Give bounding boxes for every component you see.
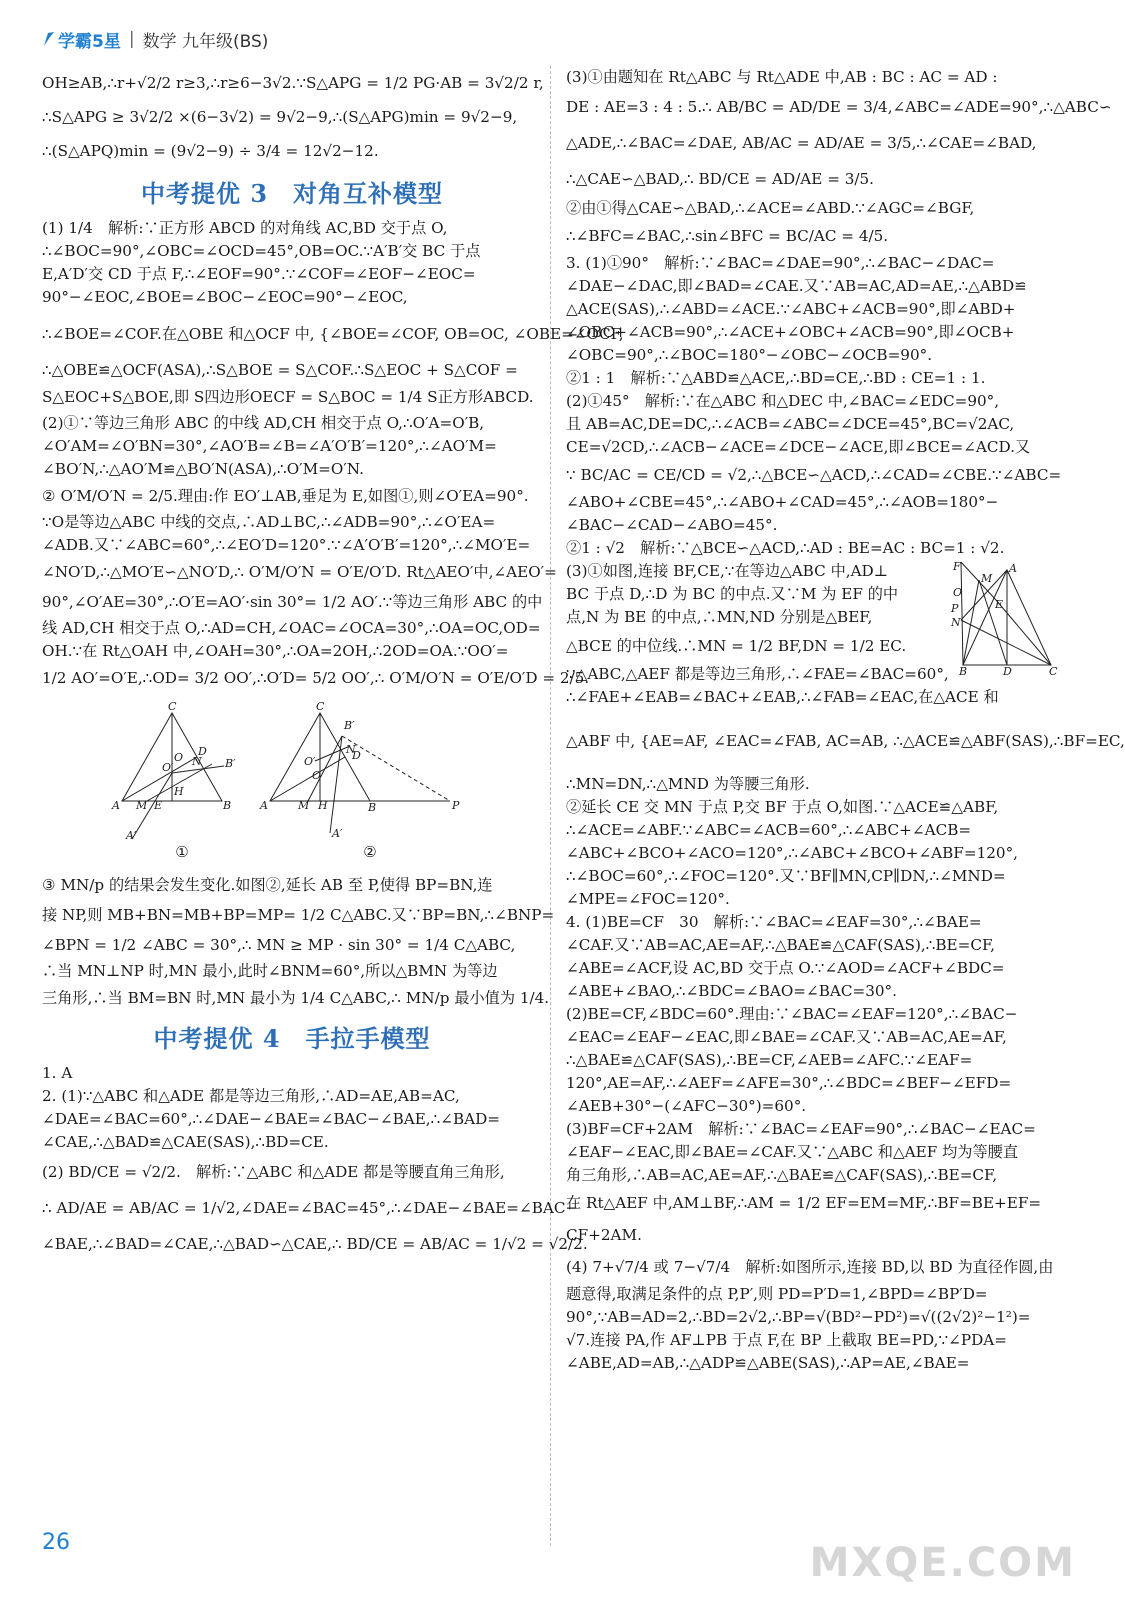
- svg-text:E: E: [154, 799, 163, 812]
- svg-text:O′: O′: [162, 761, 174, 774]
- svg-text:B: B: [368, 801, 377, 814]
- right-column: [566, 66, 1125, 1375]
- text-line: ∠O′AM=∠O′BN=30°,∠AO′B=∠B=∠A′O′B′=120°,∴∠AO′M=: [42, 437, 497, 455]
- svg-text:A′: A′: [332, 827, 343, 840]
- equilateral-diagram: [951, 560, 1061, 678]
- text-line: 90°−∠EOC,∠BOE=∠BOC−∠EOC=90°−∠EOC,: [42, 288, 408, 306]
- triangle-diagram-2: [260, 701, 480, 841]
- svg-text:P: P: [951, 602, 959, 615]
- text-line: ∴ AD/AE = AB/AC = 1/√2,∠DAE=∠BAC=45°,∴∠DAE−∠BAE=∠BAC−: [42, 1199, 579, 1217]
- svg-text:A: A: [260, 799, 268, 812]
- svg-text:D: D: [1003, 665, 1012, 678]
- svg-text:O′: O′: [304, 755, 316, 768]
- text-line: √7.连接 PA,作 AF⊥PB 于点 F,在 BP 上截取 BE=PD,∵∠PDA=: [566, 1331, 1007, 1349]
- svg-text:N: N: [346, 743, 356, 756]
- svg-text:M: M: [298, 799, 310, 812]
- text-line: 线 AD,CH 相交于点 O,∴AD=CH,∠OAC=∠OCA=30°,∴OA=OC,OD=: [42, 619, 541, 637]
- svg-text:M: M: [136, 799, 148, 812]
- header-separator: |: [128, 29, 135, 49]
- text-line: ∠ABE,AD=AB,∴△ADP≌△ABE(SAS),∴AP=AE,∠BAE=: [566, 1354, 970, 1372]
- text-line: ②1 : √2 解析:∵△BCE∽△ACD,∴AD : BE=AC : BC=1 : √2.: [566, 539, 1005, 557]
- text-line: ∠BPN = 1/2 ∠ABC = 30°,∴ MN ≥ MP · sin 30° = 1/4 C△ABC,: [42, 936, 516, 954]
- text-line: ∠ABO+∠CBE=45°,∴∠ABO+∠CAD=45°,∴∠AOB=180°−: [566, 493, 999, 511]
- text-line: (2)BE=CF,∠BDC=60°.理由:∵∠BAC=∠EAF=120°,∴∠BAC−: [566, 1005, 1018, 1023]
- svg-text:O: O: [174, 751, 184, 764]
- text-line: CE=√2CD,∴∠ACB−∠ACE=∠DCE−∠ACE,即∠BCE=∠ACD.又: [566, 438, 1031, 456]
- text-line: ∴(S△APQ)min = (9√2−9) ÷ 3/4 = 12√2−12.: [42, 142, 379, 160]
- left-block-c: [42, 870, 555, 1013]
- brand-logo: [42, 27, 121, 52]
- text-line: (4) 7+√7/4 或 7−√7/4 解析:如图所示,连接 BD,以 BD 为直径作圆,由: [566, 1258, 1054, 1276]
- left-block-a: [42, 66, 542, 168]
- figure-row: [112, 701, 542, 864]
- header-subject: 数学 九年级(BS): [142, 31, 269, 52]
- text-line: DE : AE=3 : 4 : 5.∴ AB/BC = AD/DE = 3/4,∠ABC=∠ADE=90°,∴△ABC∽: [566, 98, 1112, 116]
- text-line: ∠ADB.又∵∠ABC=60°,∴∠EO′D=120°.∵∠A′O′B′=120°,∴∠MO′E=: [42, 536, 531, 554]
- svg-text:B′: B′: [344, 719, 355, 732]
- text-line: CF+2AM.: [566, 1226, 642, 1244]
- text-line: 120°,AE=AF,∴∠AEF=∠AFE=30°,∴∠BDC=∠BEF−∠EFD=: [566, 1074, 1012, 1092]
- text-line: ∠BO′N,∴△AO′M≌△BO′N(ASA),∴O′M=O′N.: [42, 460, 364, 478]
- text-line: ③ MN/p 的结果会发生变化.如图②,延长 AB 至 P,使得 BP=BN,连: [42, 876, 493, 894]
- figure-caption-1: ①: [175, 843, 189, 861]
- text-line: ∵△ABC,△AEF 都是等边三角形,∴∠FAE=∠BAC=60°,: [566, 665, 949, 683]
- svg-text:O: O: [953, 586, 963, 599]
- svg-text:H: H: [318, 799, 328, 812]
- text-line: (2)①45° 解析:∵在△ABC 和△DEC 中,∠BAC=∠EDC=90°,: [566, 392, 1000, 410]
- text-line: 90°,∠O′AE=30°,∴O′E=AO′·sin 30°= 1/2 AO′.∵等边三角形 ABC 的中: [42, 593, 543, 611]
- text-line: OH≥AB,∴r+√2/2 r≥3,∴r≥6−3√2.∵S△APG = 1/2 PG·AB = 3√2/2 r,: [42, 74, 544, 92]
- text-line: ②1 : 1 解析:∵△ABD≌△ACE,∴BD=CE,∴BD : CE=1 : 1.: [566, 369, 986, 387]
- text-line: ∴∠ACE=∠ABF.∵∠ABC=∠ACB=60°,∴∠ABC+∠ACB=: [566, 821, 972, 839]
- text-line: (3)①由题知在 Rt△ABC 与 Rt△ADE 中,AB : BC : AC = AD :: [566, 68, 998, 86]
- text-line: ∠OBC+∠ACB=90°,∴∠ACE+∠OBC+∠ACB=90°,即∠OCB+: [566, 323, 1015, 341]
- text-line: ∠CAE,∴△BAD≌△CAE(SAS),∴BD=CE.: [42, 1133, 329, 1151]
- column-divider: [550, 66, 551, 1546]
- svg-text:C: C: [1049, 665, 1058, 678]
- page-number: 26: [42, 1530, 70, 1555]
- svg-text:C: C: [168, 700, 177, 713]
- text-line: ∠BAE,∴∠BAD=∠CAE,∴△BAD∽△CAE,∴ BD/CE = AB/AC = 1/√2 = √2/2.: [42, 1235, 588, 1253]
- watermark: MXQE.COM: [809, 1540, 1076, 1586]
- svg-text:H: H: [174, 785, 184, 798]
- text-line: 4. (1)BE=CF 30 解析:∵∠BAC=∠EAF=30°,∴∠BAE=: [566, 913, 982, 931]
- text-line: ∴S△APG ≥ 3√2/2 ×(6−3√2) = 9√2−9,∴(S△APG)min = 9√2−9,: [42, 108, 518, 126]
- text-line: ∠AEB+30°−(∠AFC−30°)=60°.: [566, 1097, 807, 1115]
- text-line: ∴∠BOC=60°,∴∠FOC=120°.又∵BF∥MN,CP∥DN,∴∠MND=: [566, 867, 1006, 885]
- text-line: (2)①∵等边三角形 ABC 的中线 AD,CH 相交于点 O,∴O′A=O′B,: [42, 414, 485, 432]
- svg-text:F: F: [953, 560, 961, 573]
- text-line: ∴△OBE≌△OCF(ASA),∴S△BOE = S△COF.∴S△EOC + S△COF =: [42, 361, 518, 379]
- text-line: 1. A: [42, 1064, 73, 1082]
- section-title-4: 中考提优 4 手拉手模型: [153, 1024, 431, 1053]
- figure-2: [260, 701, 480, 864]
- text-line: 题意得,取满足条件的点 P,P′,则 PD=P′D=1,∠BPD=∠BP′D=: [566, 1285, 988, 1303]
- text-line: 3. (1)①90° 解析:∵∠BAC=∠DAE=90°,∴∠BAC−∠DAC=: [566, 254, 995, 272]
- text-line: S△EOC+S△BOE,即 S四边形OECF = S△BOC = 1/4 S正方形ABCD.: [42, 388, 534, 406]
- triangle-diagram-1: [112, 701, 252, 841]
- text-line: ∠MPE=∠FOC=120°.: [566, 890, 730, 908]
- svg-text:B′: B′: [225, 757, 236, 770]
- figure-1: [112, 701, 252, 864]
- svg-text:B: B: [959, 665, 968, 678]
- svg-text:A′: A′: [126, 829, 137, 842]
- text-line: ∴∠BOC=90°,∠OBC=∠OCD=45°,OB=OC.∵A′B′交 BC 于点: [42, 242, 481, 260]
- text-line: △BCE 的中位线.∴MN = 1/2 BF,DN = 1/2 EC.: [566, 637, 907, 655]
- left-block-b: [42, 217, 624, 693]
- text-line: ∴△BAE≌△CAF(SAS),∴BE=CF,∠AEB=∠AFC.∵∠EAF=: [566, 1051, 973, 1069]
- svg-text:C: C: [316, 700, 325, 713]
- brand-name: 学霸5星: [58, 31, 121, 52]
- text-line: ∠DAE=∠BAC=60°,∴∠DAE−∠BAE=∠BAC−∠BAE,∴∠BAD=: [42, 1110, 501, 1128]
- text-line: ② O′M/O′N = 2/5.理由:作 EO′⊥AB,垂足为 E,如图①,则∠O′EA=90°.: [42, 487, 529, 505]
- text-line: ∠NO′D,∴△MO′E∽△NO′D,∴ O′M/O′N = O′E/O′D. Rt△AEO′中,∠AEO′=: [42, 563, 557, 581]
- text-line: ∴当 MN⊥NP 时,MN 最小,此时∠BNM=60°,所以△BMN 为等边: [42, 962, 498, 980]
- page-header: [42, 26, 268, 52]
- text-line: OH.∵在 Rt△OAH 中,∠OAH=30°,∴OA=2OH,∴2OD=OA.∵OO′=: [42, 642, 509, 660]
- text-line: 且 AB=AC,DE=DC,∴∠ACB=∠ABC=∠DCE=45°,BC=√2AC,: [566, 415, 1015, 433]
- figure-caption-2: ②: [363, 843, 377, 861]
- svg-text:A: A: [1009, 562, 1017, 575]
- text-line: 2. (1)∵△ABC 和△ADE 都是等边三角形,∴AD=AE,AB=AC,: [42, 1087, 460, 1105]
- text-line: E,A′D′交 CD 于点 F,∴∠EOF=90°.∵∠COF=∠EOF−∠EOC=: [42, 265, 476, 283]
- text-line: 1/2 AO′=O′E,∴OD= 3/2 OO′,∴O′D= 5/2 OO′,∴ O′M/O′N = O′E/O′D = 2/5.: [42, 669, 590, 687]
- pen-icon: [42, 31, 56, 47]
- right-block-a: [566, 66, 1112, 560]
- text-line: ②延长 CE 交 MN 于点 P,交 BF 于点 O,如图.∵△ACE≌△ABF,: [566, 798, 999, 816]
- svg-text:D: D: [198, 745, 207, 758]
- svg-text:E: E: [995, 598, 1004, 611]
- text-line: ∴∠FAE+∠EAB=∠BAC+∠EAB,∴∠FAB=∠EAC,在△ACE 和: [566, 688, 999, 706]
- text-line: ∠CAF.又∵AB=AC,AE=AF,∴△BAE≌△CAF(SAS),∴BE=CF,: [566, 936, 995, 954]
- text-line: ∠BAC−∠CAD−∠ABO=45°.: [566, 516, 778, 534]
- svg-text:A: A: [112, 799, 120, 812]
- text-line: ②由①得△CAE∽△BAD,∴∠ACE=∠ABD.∵∠AGC=∠BGF,: [566, 199, 975, 217]
- svg-text:O: O: [312, 769, 322, 782]
- text-line: (3)①如图,连接 BF,CE,∵在等边△ABC 中,AD⊥: [566, 562, 889, 580]
- text-line: (2) BD/CE = √2/2. 解析:∵△ABC 和△ADE 都是等腰直角三角形,: [42, 1163, 505, 1181]
- text-line: ∠ABC+∠BCO+∠ACO=120°,∴∠ABC+∠BCO+∠ABF=120°,: [566, 844, 1018, 862]
- text-line: △ADE,∴∠BAC=∠DAE, AB/AC = AD/AE = 3/5,∴∠CAE=∠BAD,: [566, 134, 1037, 152]
- text-line: 点,N 为 BE 的中点,∴MN,ND 分别是△BEF,: [566, 608, 873, 626]
- text-line: ∠ABE=∠ACF,设 AC,BD 交于点 O.∵∠AOD=∠ACF+∠BDC=: [566, 959, 1005, 977]
- svg-text:N: N: [951, 616, 961, 629]
- text-line: ∵O是等边△ABC 中线的交点,∴AD⊥BC,∴∠ADB=90°,∴∠O′EA=: [42, 513, 496, 531]
- text-line: ∠EAC=∠EAF−∠EAC,即∠BAE=∠CAF.又∵AB=AC,AE=AF,: [566, 1028, 1007, 1046]
- svg-text:B: B: [223, 799, 232, 812]
- text-line: BC 于点 D,∴D 为 BC 的中点.又∵M 为 EF 的中: [566, 585, 899, 603]
- left-block-d: [42, 1062, 588, 1262]
- right-block-b: [566, 663, 1125, 1375]
- text-line: ∴∠BOE=∠COF.在△OBE 和△OCF 中, {∠BOE=∠COF, OB=OC, ∠OBE=∠OCF,: [42, 325, 624, 343]
- text-line: (3)BF=CF+2AM 解析:∵∠BAC=∠EAF=90°,∴∠BAC−∠EAC=: [566, 1120, 1036, 1138]
- text-line: 接 NP,则 MB+BN=MB+BP=MP= 1/2 C△ABC.又∵BP=BN,∴∠BNP=: [42, 906, 555, 924]
- svg-text:M: M: [981, 572, 993, 585]
- svg-text:N: N: [192, 755, 202, 768]
- text-line: ∠ABE+∠BAO,∴∠BDC=∠BAO=∠BAC=30°.: [566, 982, 897, 1000]
- section-title-3: 中考提优 3 对角互补模型: [140, 179, 444, 208]
- text-line: 三角形,∴当 BM=BN 时,MN 最小为 1/4 C△ABC,∴ MN/p 最小值为 1/4.: [42, 989, 550, 1007]
- text-line: 在 Rt△AEF 中,AM⊥BF,∴AM = 1/2 EF=EM=MF,∴BF=BE+EF=: [566, 1194, 1042, 1212]
- text-line: ∴MN=DN,∴△MND 为等腰三角形.: [566, 775, 810, 793]
- text-line: ∠DAE−∠DAC,即∠BAD=∠CAE.又∵AB=AC,AD=AE,∴△ABD≌: [566, 277, 1027, 295]
- text-line: 90°,∵AB=AD=2,∴BD=2√2,∴BP=√(BD²−PD²)=√((2√2)²−1²)=: [566, 1308, 1031, 1326]
- text-line: ∠EAF−∠EAC,即∠BAE=∠CAF.又∵△ABC 和△AEF 均为等腰直: [566, 1143, 1019, 1161]
- svg-text:P: P: [452, 799, 460, 812]
- text-line: △ABF 中, {AE=AF, ∠EAC=∠FAB, AC=AB, ∴△ACE≌△ABF(SAS),∴BF=EC,: [566, 732, 1125, 750]
- text-line: (1) 1/4 解析:∵正方形 ABCD 的对角线 AC,BD 交于点 O,: [42, 219, 448, 237]
- text-line: ∵ BC/AC = CE/CD = √2,∴△BCE∽△ACD,∴∠CAD=∠CBE.∵∠ABC=: [566, 466, 1062, 484]
- text-line: ∠OBC=90°,∴∠BOC=180°−∠OBC−∠OCB=90°.: [566, 346, 933, 364]
- text-line: 角三角形,∴AB=AC,AE=AF,∴△BAE≌△CAF(SAS),∴BE=CF,: [566, 1166, 998, 1184]
- text-line: ∴△CAE∽△BAD,∴ BD/CE = AD/AE = 3/5.: [566, 170, 875, 188]
- svg-text:D: D: [352, 749, 361, 762]
- text-line: ∴∠BFC=∠BAC,∴sin∠BFC = BC/AC = 4/5.: [566, 227, 889, 245]
- text-line: △ACE(SAS),∴∠ABD=∠ACE.∵∠ABC+∠ACB=90°,即∠ABD+: [566, 300, 1016, 318]
